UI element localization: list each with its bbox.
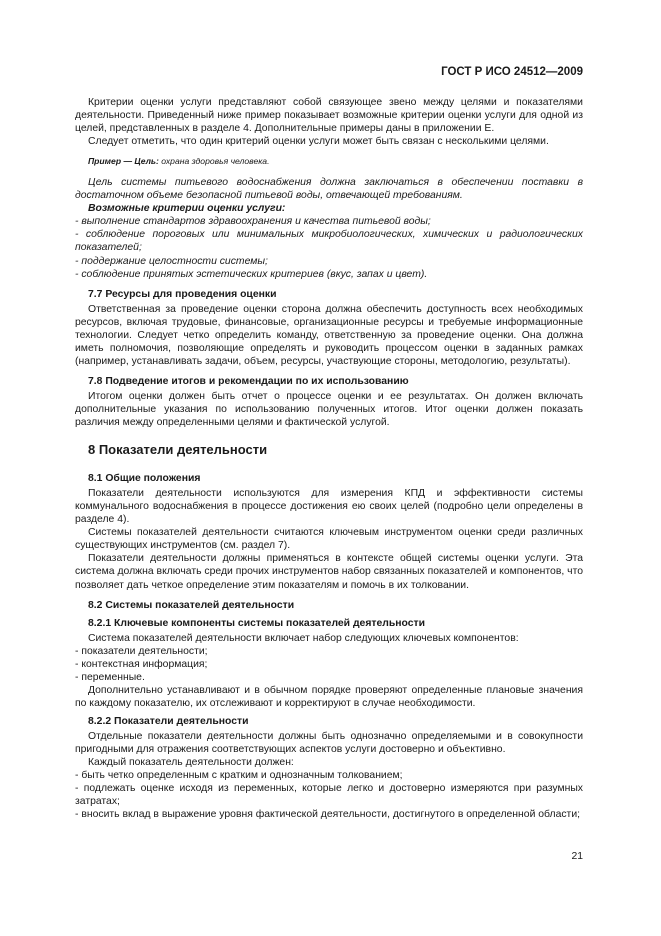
- list-item: - контекстная информация;: [75, 658, 208, 670]
- list-item: - вносить вклад в выражение уровня фактической деятельности, достигнутого в определенной области;: [75, 809, 581, 821]
- paragraph: Следует отметить, что один критерий оценки услуги может быть связан с несколькими целями.: [88, 136, 549, 148]
- paragraph: Показатели деятельности должны применяться в контексте общей системы оценки услуги. Эта система должна включать среди прочих инструментов набор связанных показателей и компонентов, что позволяет дать четкое определение этим показателям и помочь в их толковании.: [75, 553, 583, 591]
- section-heading-8-2-2: 8.2.2 Показатели деятельности: [88, 715, 249, 727]
- list-item: - соблюдение принятых эстетических критериев (вкус, запах и цвет).: [75, 268, 428, 280]
- list-item: - выполнение стандартов здравоохранения и качества питьевой воды;: [75, 216, 431, 228]
- list-item: - быть четко определенным с кратким и однозначным толкованием;: [75, 770, 403, 782]
- page-content: [75, 96, 583, 821]
- list-item: - показатели деятельности;: [75, 645, 208, 657]
- list-item: - поддержание целостности системы;: [75, 255, 268, 267]
- document-code: ГОСТ Р ИСО 24512—2009: [441, 66, 583, 78]
- paragraph: Ответственная за проведение оценки сторона должна обеспечить доступность всех необходимых ресурсов, включая трудовые, финансовые, организационные ресурсы и требуемые информационные технологии. Следует четко определить команду, ответственную за проведение оценки. Она должна иметь полномочия, позволяющие определять и руководить процессом оценки в заданных рамках (например, устанавливать задачи, объем, ресурсы, участвующие стороны, методологию, результаты).: [75, 303, 583, 367]
- section-heading-8-2-1: 8.2.1 Ключевые компоненты системы показателей деятельности: [88, 617, 425, 629]
- section-heading-7-8: 7.8 Подведение итогов и рекомендации по их использованию: [88, 375, 409, 387]
- section-heading-7-7: 7.7 Ресурсы для проведения оценки: [88, 288, 277, 300]
- paragraph: Системы показателей деятельности считаются ключевым инструментом оценки среди различных существующих инструментов (см. раздел 7).: [75, 527, 583, 552]
- section-heading-8-1: 8.1 Общие положения: [88, 473, 201, 485]
- list-item: - соблюдение пороговых или минимальных микробиологических, химических и радиологических показателей;: [75, 229, 583, 254]
- example-goal: Цель системы питьевого водоснабжения должна заключаться в обеспечении поставки в достаточном объеме безопасной питьевой воды, отвечающей требованиям.: [75, 177, 583, 202]
- example-line: [75, 155, 583, 168]
- paragraph: Каждый показатель деятельности должен:: [88, 757, 294, 769]
- paragraph: Критерии оценки услуги представляют собой связующее звено между целями и показателями деятельности. Приведенный ниже пример показывает возможные критерии оценки услуги для одной из целей, представленных в разделе 4. Дополнительные примеры даны в приложении Е.: [75, 97, 583, 135]
- paragraph: Показатели деятельности используются для измерения КПД и эффективности системы коммунального водоснабжения в процессе достижения ею своих целей (подробно цели определены в разделе 4).: [75, 488, 583, 526]
- paragraph: Отдельные показатели деятельности должны быть однозначно определяемыми и в совокупности пригодными для отражения соответствующих аспектов услуги достоверно и объективно.: [75, 730, 583, 756]
- example-text: охрана здоровья человека.: [158, 156, 270, 167]
- list-item: - подлежать оценке исходя из переменных, которые легко и достоверно измеряются при разумных затратах;: [75, 783, 583, 808]
- page-number: 21: [571, 851, 583, 862]
- paragraph: Итогом оценки должен быть отчет о процессе оценки и ее результатах. Он должен включать дополнительные указания по использованию полученных итогов. Итог оценки должен показать различия между определенными целями и фактической услугой.: [75, 390, 583, 429]
- paragraph: Дополнительно устанавливают и в обычном порядке проверяют определенные плановые значения по каждому показателю, их отслеживают и корректируют в случае необходимости.: [75, 684, 583, 709]
- list-item: - переменные.: [75, 671, 145, 683]
- section-heading-8: 8 Показатели деятельности: [88, 442, 268, 458]
- example-label: Пример — Цель:: [88, 156, 159, 167]
- example-criteria-title: Возможные критерии оценки услуги:: [88, 203, 286, 215]
- section-heading-8-2: 8.2 Системы показателей деятельности: [88, 599, 295, 611]
- paragraph: Система показателей деятельности включает набор следующих ключевых компонентов:: [88, 632, 519, 644]
